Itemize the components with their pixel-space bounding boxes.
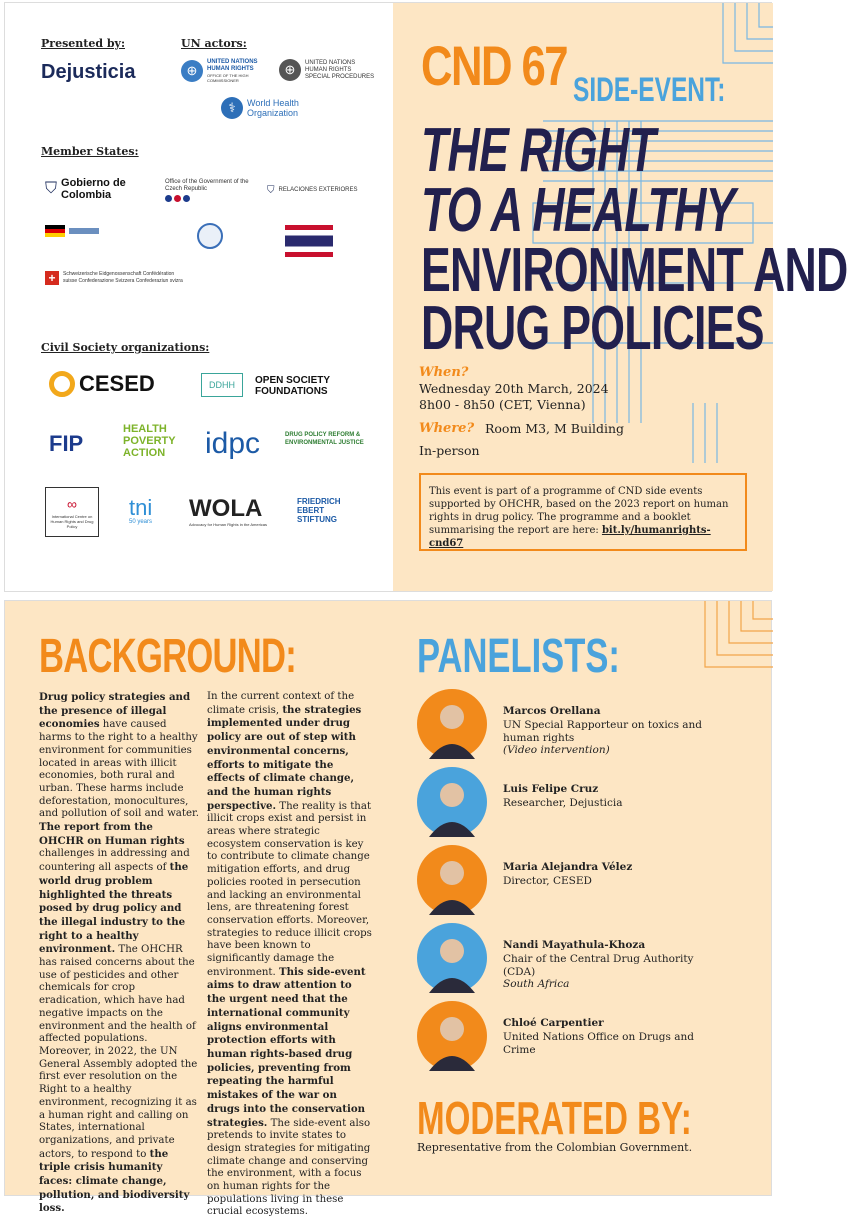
- icdp-logo: [45, 487, 99, 537]
- panelist-note: South Africa: [503, 978, 570, 990]
- wola-sub-label: Advocacy for Human Rights in the Americas: [189, 522, 268, 527]
- wola-logo: [189, 497, 267, 528]
- panelist-avatar: [417, 767, 487, 837]
- open-society-logo: [255, 375, 365, 397]
- col1-run: have caused harms to the right to a healthy environment for communities located in areas with illicit economies, both rural and urban. These harms include deforestation, monocultures, and pollution of soil and water.: [39, 719, 199, 820]
- panelist-card: [417, 689, 757, 761]
- moderated-title: MODERATED BY:: [417, 1092, 692, 1144]
- panelist-role-text: Director, CESED: [503, 875, 592, 887]
- relaciones-logo: [267, 185, 367, 196]
- col2-run: The reality is that illicit crops exist and persist in areas where strategic ecosystem conservation is key to contribute to climate change mitigation efforts, and drug policies rooted in persecution and lacking an environmental lens, are threatening forest conservation efforts. Moreover, strategies to reduce illicit crops have been known to significantly damage the environment.: [207, 800, 372, 978]
- col1-run: The report from the OHCHR on Human rights: [39, 821, 185, 847]
- cesed-label: CESED: [79, 371, 155, 396]
- person-icon: [417, 689, 487, 759]
- background-column-1: [39, 691, 199, 1216]
- cesed-ring-icon: [49, 371, 75, 397]
- panelist-role: [503, 953, 703, 991]
- ohchr-sub-label: OFFICE OF THE HIGH COMMISSIONER: [207, 73, 249, 83]
- col1-run: the world drug problem highlighted the threats posed by drug policy and the illegal industry to the right to a healthy environment.: [39, 861, 189, 956]
- event-side-title: SIDE-EVENT:: [573, 71, 726, 109]
- idpc-label: idpc: [205, 427, 261, 460]
- panelist-role: [503, 1031, 703, 1056]
- panelist-note: (Video intervention): [503, 744, 610, 756]
- panelist-card: [417, 767, 757, 839]
- panelist-name: Nandi Mayathula-Khoza: [503, 939, 646, 951]
- ohchr-logo: [181, 59, 277, 83]
- open-society-label: OPEN SOCIETY FOUNDATIONS: [255, 375, 330, 397]
- programme-link[interactable]: bit.ly/humanrights-cnd67: [429, 525, 711, 549]
- tni-sub-label: 50 years: [129, 519, 153, 525]
- un-emblem-icon: ⊕: [181, 60, 203, 82]
- fip-label: FIP: [49, 431, 84, 456]
- panelist-name: Luis Felipe Cruz: [503, 783, 599, 795]
- programme-note: [419, 473, 747, 551]
- tni-logo: [129, 497, 152, 526]
- panelist-name: Chloé Carpentier: [503, 1017, 604, 1029]
- panelist-avatar: [417, 689, 487, 759]
- top-panel: [4, 2, 848, 592]
- col2-run: In the current context of the climate crisis,: [207, 691, 355, 716]
- dpr-label: DRUG POLICY REFORM & ENVIRONMENTAL JUSTICE: [285, 432, 364, 446]
- panelist-role: [503, 719, 703, 757]
- uruguay-crest-icon: [197, 223, 223, 249]
- panelist-role-text: United Nations Office on Drugs and Crime: [503, 1031, 694, 1056]
- col1-run: challenges in addressing and countering all aspects of: [39, 848, 190, 874]
- panelist-role: [503, 875, 703, 888]
- ohchr-label: UNITED NATIONS HUMAN RIGHTS: [207, 59, 258, 72]
- dpr-logo: [285, 431, 367, 447]
- col1-run: the triple crisis humanity faces: climate change, pollution, and biodiversity loss.: [39, 1147, 190, 1215]
- colombia-crest-icon: ⛉: [45, 180, 58, 197]
- czech-logo: [165, 179, 255, 202]
- fes-label: FRIEDRICH EBERT STIFTUNG: [297, 497, 341, 524]
- relaciones-crest-icon: ⛉: [267, 185, 275, 196]
- ddhh-label: DDHH: [209, 380, 235, 390]
- member-states-heading: Member States:: [41, 145, 139, 158]
- relaciones-label: RELACIONES EXTERIORES: [278, 187, 358, 193]
- icdp-infinity-icon: ∞: [67, 495, 77, 512]
- civil-society-heading: Civil Society organizations:: [41, 341, 210, 354]
- hpa-label: HEALTH POVERTY ACTION: [123, 423, 176, 459]
- panelist-avatar: [417, 1001, 487, 1071]
- special-procedures-logo: [279, 59, 377, 81]
- col2-run: This side-event aims to draw attention to the urgent need that the international community aligns environmental protection efforts with human rights-based drug policies, preventing from repeating the harmful mistakes of the war on drugs into the conservation strategies.: [207, 965, 366, 1129]
- presented-by-heading: Presented by:: [41, 37, 125, 50]
- person-icon: [417, 923, 487, 993]
- germany-flag-icon: [45, 225, 65, 237]
- headline-line-1: THE RIGHT: [421, 116, 656, 185]
- uruguay-logo: [197, 223, 223, 249]
- panelist-role-text: Researcher, Dejusticia: [503, 797, 623, 809]
- wola-label: WOLA: [189, 495, 263, 522]
- col1-run: The OHCHR has raised concerns about the use of pesticides and other chemicals for crop eradication, which have had negative impacts on the environment and the health of affected populations. Moreover, in 2022, the UN General Assembly adopted the first ever resolution on the Right to a healthy environment, recognizing it as a human right and calling on States, international organizations, and private actors, to respond to: [39, 944, 198, 1160]
- person-icon: [417, 1001, 487, 1071]
- panelist-card: [417, 1001, 757, 1073]
- swiss-logo: [45, 271, 185, 285]
- bottom-panel: [4, 600, 772, 1218]
- panelist-card: [417, 845, 757, 917]
- who-logo: [221, 97, 321, 119]
- event-time: 8h00 - 8h50 (CET, Vienna): [419, 397, 586, 412]
- hpa-logo: [123, 423, 183, 459]
- headline-line-2: TO A HEALTHY: [421, 176, 735, 245]
- when-label: When?: [419, 365, 469, 380]
- panelist-role: [503, 797, 703, 810]
- dejusticia-label: Dejusticia: [41, 61, 136, 83]
- headline-line-3: ENVIRONMENT AND: [421, 236, 848, 305]
- panelists-title: PANELISTS:: [417, 630, 620, 683]
- background-title: BACKGROUND:: [39, 630, 297, 683]
- colombia-logo: [45, 177, 145, 201]
- where-label: Where?: [419, 421, 475, 436]
- czech-label: Office of the Government of the Czech Republic: [165, 179, 249, 192]
- event-date: Wednesday 20th March, 2024: [419, 381, 609, 396]
- panelist-role-text: Chair of the Central Drug Authority (CDA): [503, 953, 694, 978]
- special-procedures-label: UNITED NATIONS HUMAN RIGHTS SPECIAL PROCEDURES: [305, 59, 375, 80]
- ddhh-logo: [201, 373, 243, 397]
- swiss-cross-icon: +: [45, 271, 59, 285]
- col2-run: the strategies implemented under drug policy are out of step with environmental concerns, efforts to mitigate the effects of climate change, and the human rights perspective.: [207, 703, 362, 812]
- panelist-role-text: UN Special Rapporteur on toxics and human rights: [503, 719, 703, 744]
- panelist-avatar: [417, 845, 487, 915]
- headline-line-4: DRUG POLICIES: [421, 294, 764, 363]
- idpc-logo: [205, 427, 260, 461]
- dejusticia-logo: [41, 61, 135, 84]
- cesed-logo: [49, 371, 155, 397]
- moderator-text: Representative from the Colombian Government.: [417, 1141, 693, 1154]
- fip-logo: [49, 431, 83, 457]
- panelist-avatar: [417, 923, 487, 993]
- event-mode: In-person: [419, 443, 480, 458]
- who-label: World Health Organization: [247, 98, 299, 118]
- thailand-flag: [285, 225, 333, 257]
- note-text: This event is part of a programme of CND side events supported by OHCHR, based on the 2023 report on human rights in drug policy. The programme and a booklet summarising the report are here:: [429, 486, 729, 536]
- german-cooperation-logo: [45, 225, 145, 237]
- fes-logo: [297, 497, 349, 524]
- who-emblem-icon: ⚕: [221, 97, 243, 119]
- tni-label: tni: [129, 495, 153, 520]
- col1-run: Drug policy strategies and the presence of illegal economies: [39, 691, 191, 731]
- panelist-card: [417, 923, 757, 995]
- col2-run: The side-event also pretends to invite states to design strategies for mitigating climate change and conserving the environment, with a focus on human rights for the populations living in these crucial ecosystems.: [207, 1117, 371, 1218]
- un-emblem-icon: ⊕: [279, 59, 301, 81]
- panelist-name: Marcos Orellana: [503, 705, 601, 717]
- colombia-label: Gobierno de Colombia: [61, 177, 126, 201]
- event-room: Room M3, M Building: [485, 421, 625, 436]
- swiss-label: Schweizerische Eidgenossenschaft Confédération suisse Confederazione Svizzera Confederaziun svizra: [63, 271, 183, 284]
- event-cnd-title: CND 67: [421, 34, 567, 97]
- icdp-label: International Centre on Human Rights and Drug Policy: [50, 513, 94, 529]
- czech-emblems: [165, 195, 190, 202]
- person-icon: [417, 845, 487, 915]
- un-actors-heading: UN actors:: [181, 37, 247, 50]
- background-column-2: [207, 691, 373, 1219]
- person-icon: [417, 767, 487, 837]
- panelist-name: Maria Alejandra Vélez: [503, 861, 633, 873]
- sponsors-section: [5, 3, 389, 591]
- event-section: [393, 3, 848, 591]
